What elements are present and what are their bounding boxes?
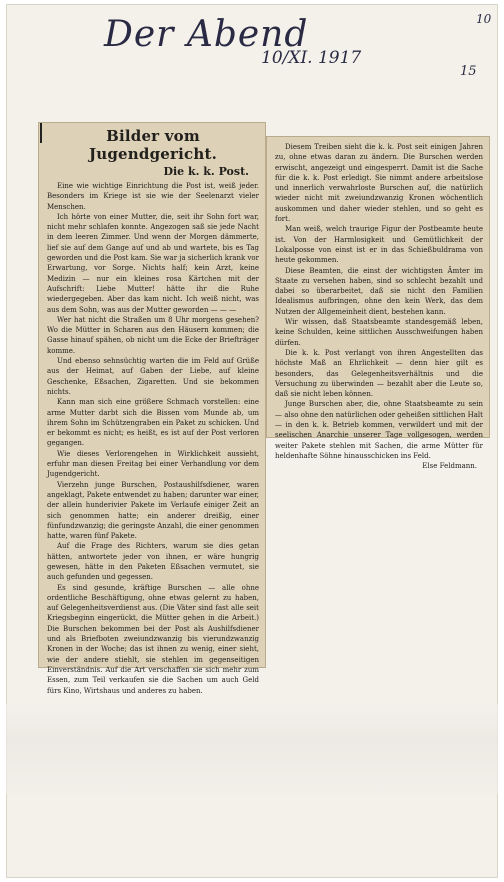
article-headline: Bilder vom Jugendgericht. — [88, 127, 218, 163]
paragraph: Vierzehn junge Burschen, Postaushilfsdiener, waren angeklagt, Pakete entwendet zu haben; darunter war einer, der allein hunderivier Pakete im Verlaufe einiger Zeit an sich genommen hatte; ein anderer dreißig, einer fünfundzwanzig; die geringste Anzahl, die einer genommen hatte, waren fünf Pakete. — [47, 480, 259, 541]
paragraph: Wie dieses Verlorengehen in Wirklichkeit aussieht, erfuhr man diesen Freitag bei einer Verhandlung vor dem Jugendgericht. — [47, 449, 259, 479]
handwritten-corner-number: 10 — [476, 12, 492, 26]
handwritten-date: 10/XI. 1917 — [261, 48, 362, 68]
paragraph: Eine wie wichtige Einrichtung die Post ist, weiß jeder. Besonders im Kriege ist sie wie der Seelenarzt vieler Menschen. — [47, 182, 259, 211]
paragraph: Junge Burschen aber, die, ohne Staatsbeamte zu sein — also ohne den natürlichen oder geheißen sittlichen Halt — in den k. k. Betrieb kommen, verwildert und mit der seelischen Anarchie unserer Tage vollgesogen, werden weiter Pakete stehlen mit Sachen, die arme Mütter für heldenhafte Söhne hinausschicken ins Feld. — [275, 400, 483, 460]
column-rule — [40, 123, 42, 143]
paragraph: Die k. k. Post verlangt von ihren Angestellten das höchste Maß an Ehrlichkeit — denn hier gilt es besonders, das Gelegenheitsverhältnis und die Versuchung zu überwinden — bezahlt aber die Leute so, daß sie nicht leben können. — [275, 348, 483, 399]
paragraph: Man weiß, welch traurige Figur der Postbeamte heute ist. Von der Harmlosigkeit und Gemütlichkeit der Lokalposse von einst ist er in das Schießbuldrama von heute gekommen. — [275, 225, 483, 265]
paragraph: Wir wissen, daß Staatsbeamte standesgemäß leben, keine Schulden, keine sittlichen Ausschweifungen haben dürfen. — [275, 318, 483, 347]
clipping-left-column — [38, 122, 266, 695]
byline: Else Feldmann. — [422, 462, 477, 471]
paragraph: Diese Beamten, die einst der wichtigsten Ämter im Staate zu versehen haben, sind so schlecht bezahlt und dabei so überarbeitet, daß sie nicht den Familien Idealismus aufbringen, ohne den kein Werk, das dem Nutzen der Allgemeinheit dient, bestehen kann. — [275, 266, 483, 316]
handwritten-page-number: 15 — [460, 64, 477, 79]
paragraph: Es sind gesunde, kräftige Burschen — alle ohne ordentliche Beschäftigung, ohne etwas gelernt zu haben, auf Gelegenheitsverdienst aus. (Die Väter sind fast alle seit Kriegsbeginn eingerückt, die Mütter gehen in die Arbeit.) Die Burschen bekommen bei der Post als Aushilfsdiener und als Briefboten zweiundzwanzig bis vierundzwanzig Kronen in der Woche; das ist ihnen zu wenig, einer sieht, wie der andere stiehlt, sie stehlen im gegenseitigen Einverständnis. Auf die Art verschaffen sie sich mehr zum Essen, zum Teil verkaufen sie die Sachen um auch Geld fürs Kino, Wirtshaus und anderes zu haben. — [47, 583, 259, 695]
paragraph: Wer hat nicht die Straßen um 8 Uhr morgens gesehen? Wo die Mütter in Scharen aus den Häusern kommen; die Gasse hinauf spähen, ob nicht um die Ecke der Briefträger komme. — [47, 315, 259, 355]
paragraph: Ich hörte von einer Mutter, die, seit ihr Sohn fort war, nicht mehr schlafen konnte. Angezogen saß sie jede Nacht in dem leeren Zimmer. Und wenn der Morgen dämmerte, lief sie auf dem Gange auf und ab und wartete, bis es Tag geworden und die Post kam. Sie war ja sicherlich krank vor Erwartung, vor Sorge. Nichts half; kein Arzt, keine Medizin — nur ein kleines rosa Kärtchen mit der Aufschrift: Liebe Mutter! hätte ihr die Ruhe wiedergegeben. Aber das kam nicht. Ich weiß nicht, was aus dem Sohn, was aus der Mutter geworden — — — — [47, 212, 259, 314]
paragraph: Diesem Treiben sieht die k. k. Post seit einigen Jahren zu, ohne etwas daran zu ändern. Die Burschen werden erwischt, angezeigt und eingesperrt. Damit ist die Sache für die k. k. Post erledigt. Sie nimmt andere arbeitslose und innerlich verwahrloste Burschen auf, die natürlich wieder nicht mit zweiundzwanzig Kronen wöchentlich auskommen und daher wieder stehlen, und so geht es fort. — [275, 143, 483, 224]
clipping-right-column — [266, 136, 490, 471]
article-subhead: Die k. k. Post. — [163, 165, 249, 178]
paragraph: Auf die Frage des Richters, warum sie dies getan hätten, antwortete jeder von ihnen, er wäre hungrig gewesen, hätte in den Paketen Eßsachen vermutet, sie auch gefunden und gegessen. — [47, 542, 259, 582]
handwritten-title: Der Abend — [104, 14, 309, 55]
paragraph: Und ebenso sehnsüchtig warten die im Feld auf Grüße aus der Heimat, auf Gaben der Liebe, auf kleine Geschenke, Eßsachen, Zigaretten. Und sie bekommen nichts. — [47, 357, 259, 396]
paragraph: Kann man sich eine größere Schmach vorstellen: eine arme Mutter darbt sich die Bissen vom Munde ab, um ihrem Sohn im Schützengraben ein Paket zu schicken. Und er bekommt es nicht; es heißt, es ist auf der Post verloren gegangen. — [47, 398, 259, 448]
